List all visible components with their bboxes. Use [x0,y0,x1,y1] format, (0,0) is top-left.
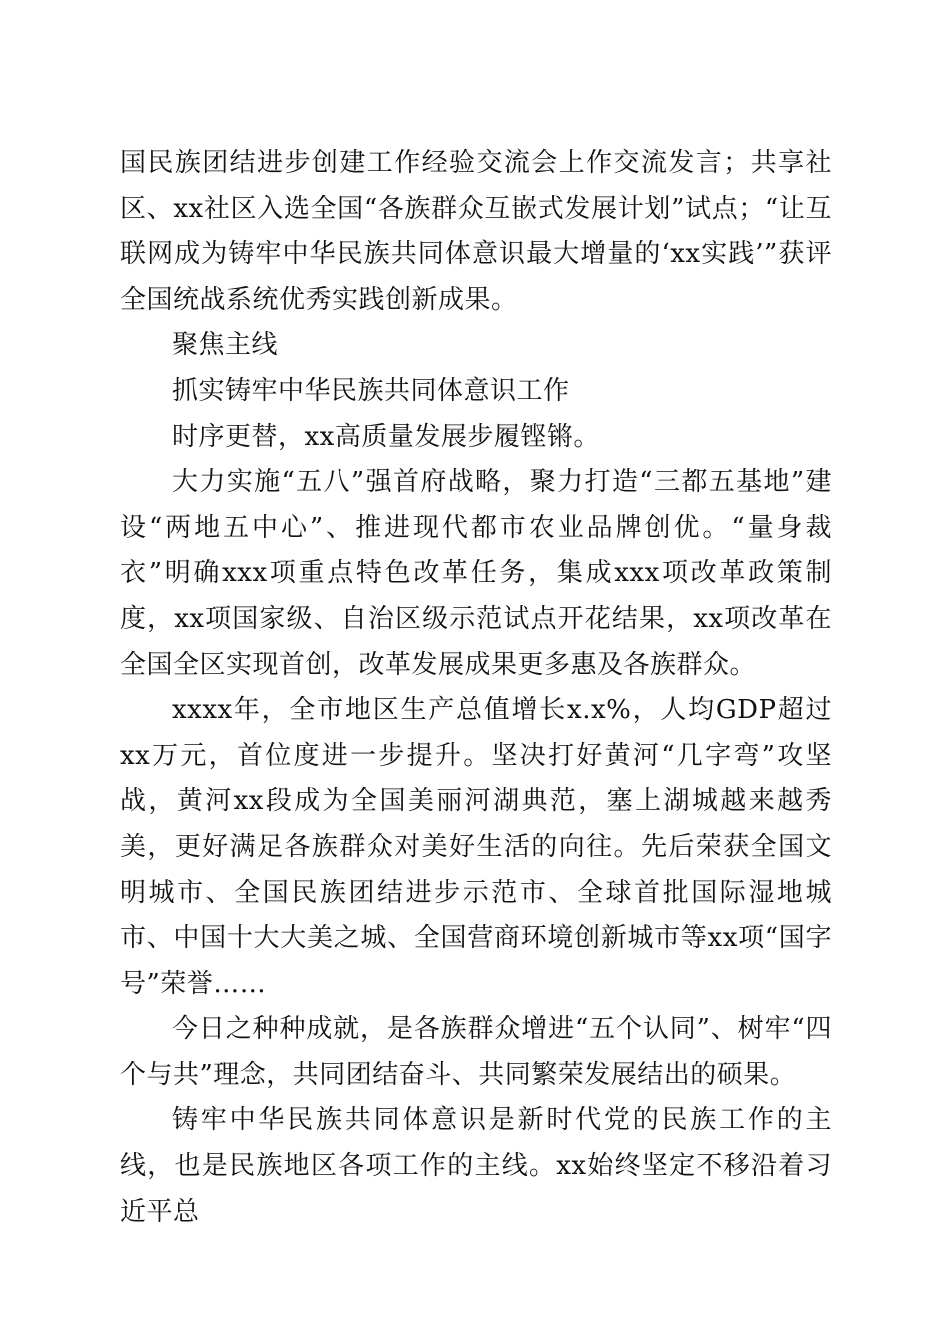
paragraph: 今日之种种成就，是各族群众增进“五个认同”、树牢“四个与共”理念，共同团结奋斗、共同繁荣发展结出的硕果。 [120,1014,832,1090]
document-page [120,141,832,1235]
paragraph: 时序更替，xx高质量发展步履铿锵。 [172,421,600,452]
section-subheading: 抓实铸牢中华民族共同体意识工作 [172,375,570,406]
section-heading: 聚焦主线 [172,330,279,361]
paragraph: xxxx年，全市地区生产总值增长x.x%，人均GDP超过xx万元，首位度进一步提升。坚决打好黄河“几字弯”攻坚战，黄河xx段成为全国美丽河湖典范，塞上湖城越来越秀美，更好满足各族群众对美好生活的向往。先后荣获全国文明城市、全国民族团结进步示范市、全球首批国际湿地城市、中国十大大美之城、全国营商环境创新城市等xx项“国字号”荣誉…… [120,695,832,999]
paragraph: 铸牢中华民族共同体意识是新时代党的民族工作的主线，也是民族地区各项工作的主线。xx始终坚定不移沿着习近平总 [120,1105,832,1227]
paragraph-continuation: 国民族团结进步创建工作经验交流会上作交流发言；共享社区、xx社区入选全国“各族群众互嵌式发展计划”试点；“让互联网成为铸牢中华民族共同体意识最大增量的‘xx实践’”获评全国统战系统优秀实践创新成果。 [120,148,832,315]
paragraph: 大力实施“五八”强首府战略，聚力打造“三都五基地”建设“两地五中心”、推进现代都市农业品牌创优。“量身裁衣”明确xxx项重点特色改革任务，集成xxx项改革政策制度，xx项国家级、自治区级示范试点开花结果，xx项改革在全国全区实现首创，改革发展成果更多惠及各族群众。 [120,467,832,680]
